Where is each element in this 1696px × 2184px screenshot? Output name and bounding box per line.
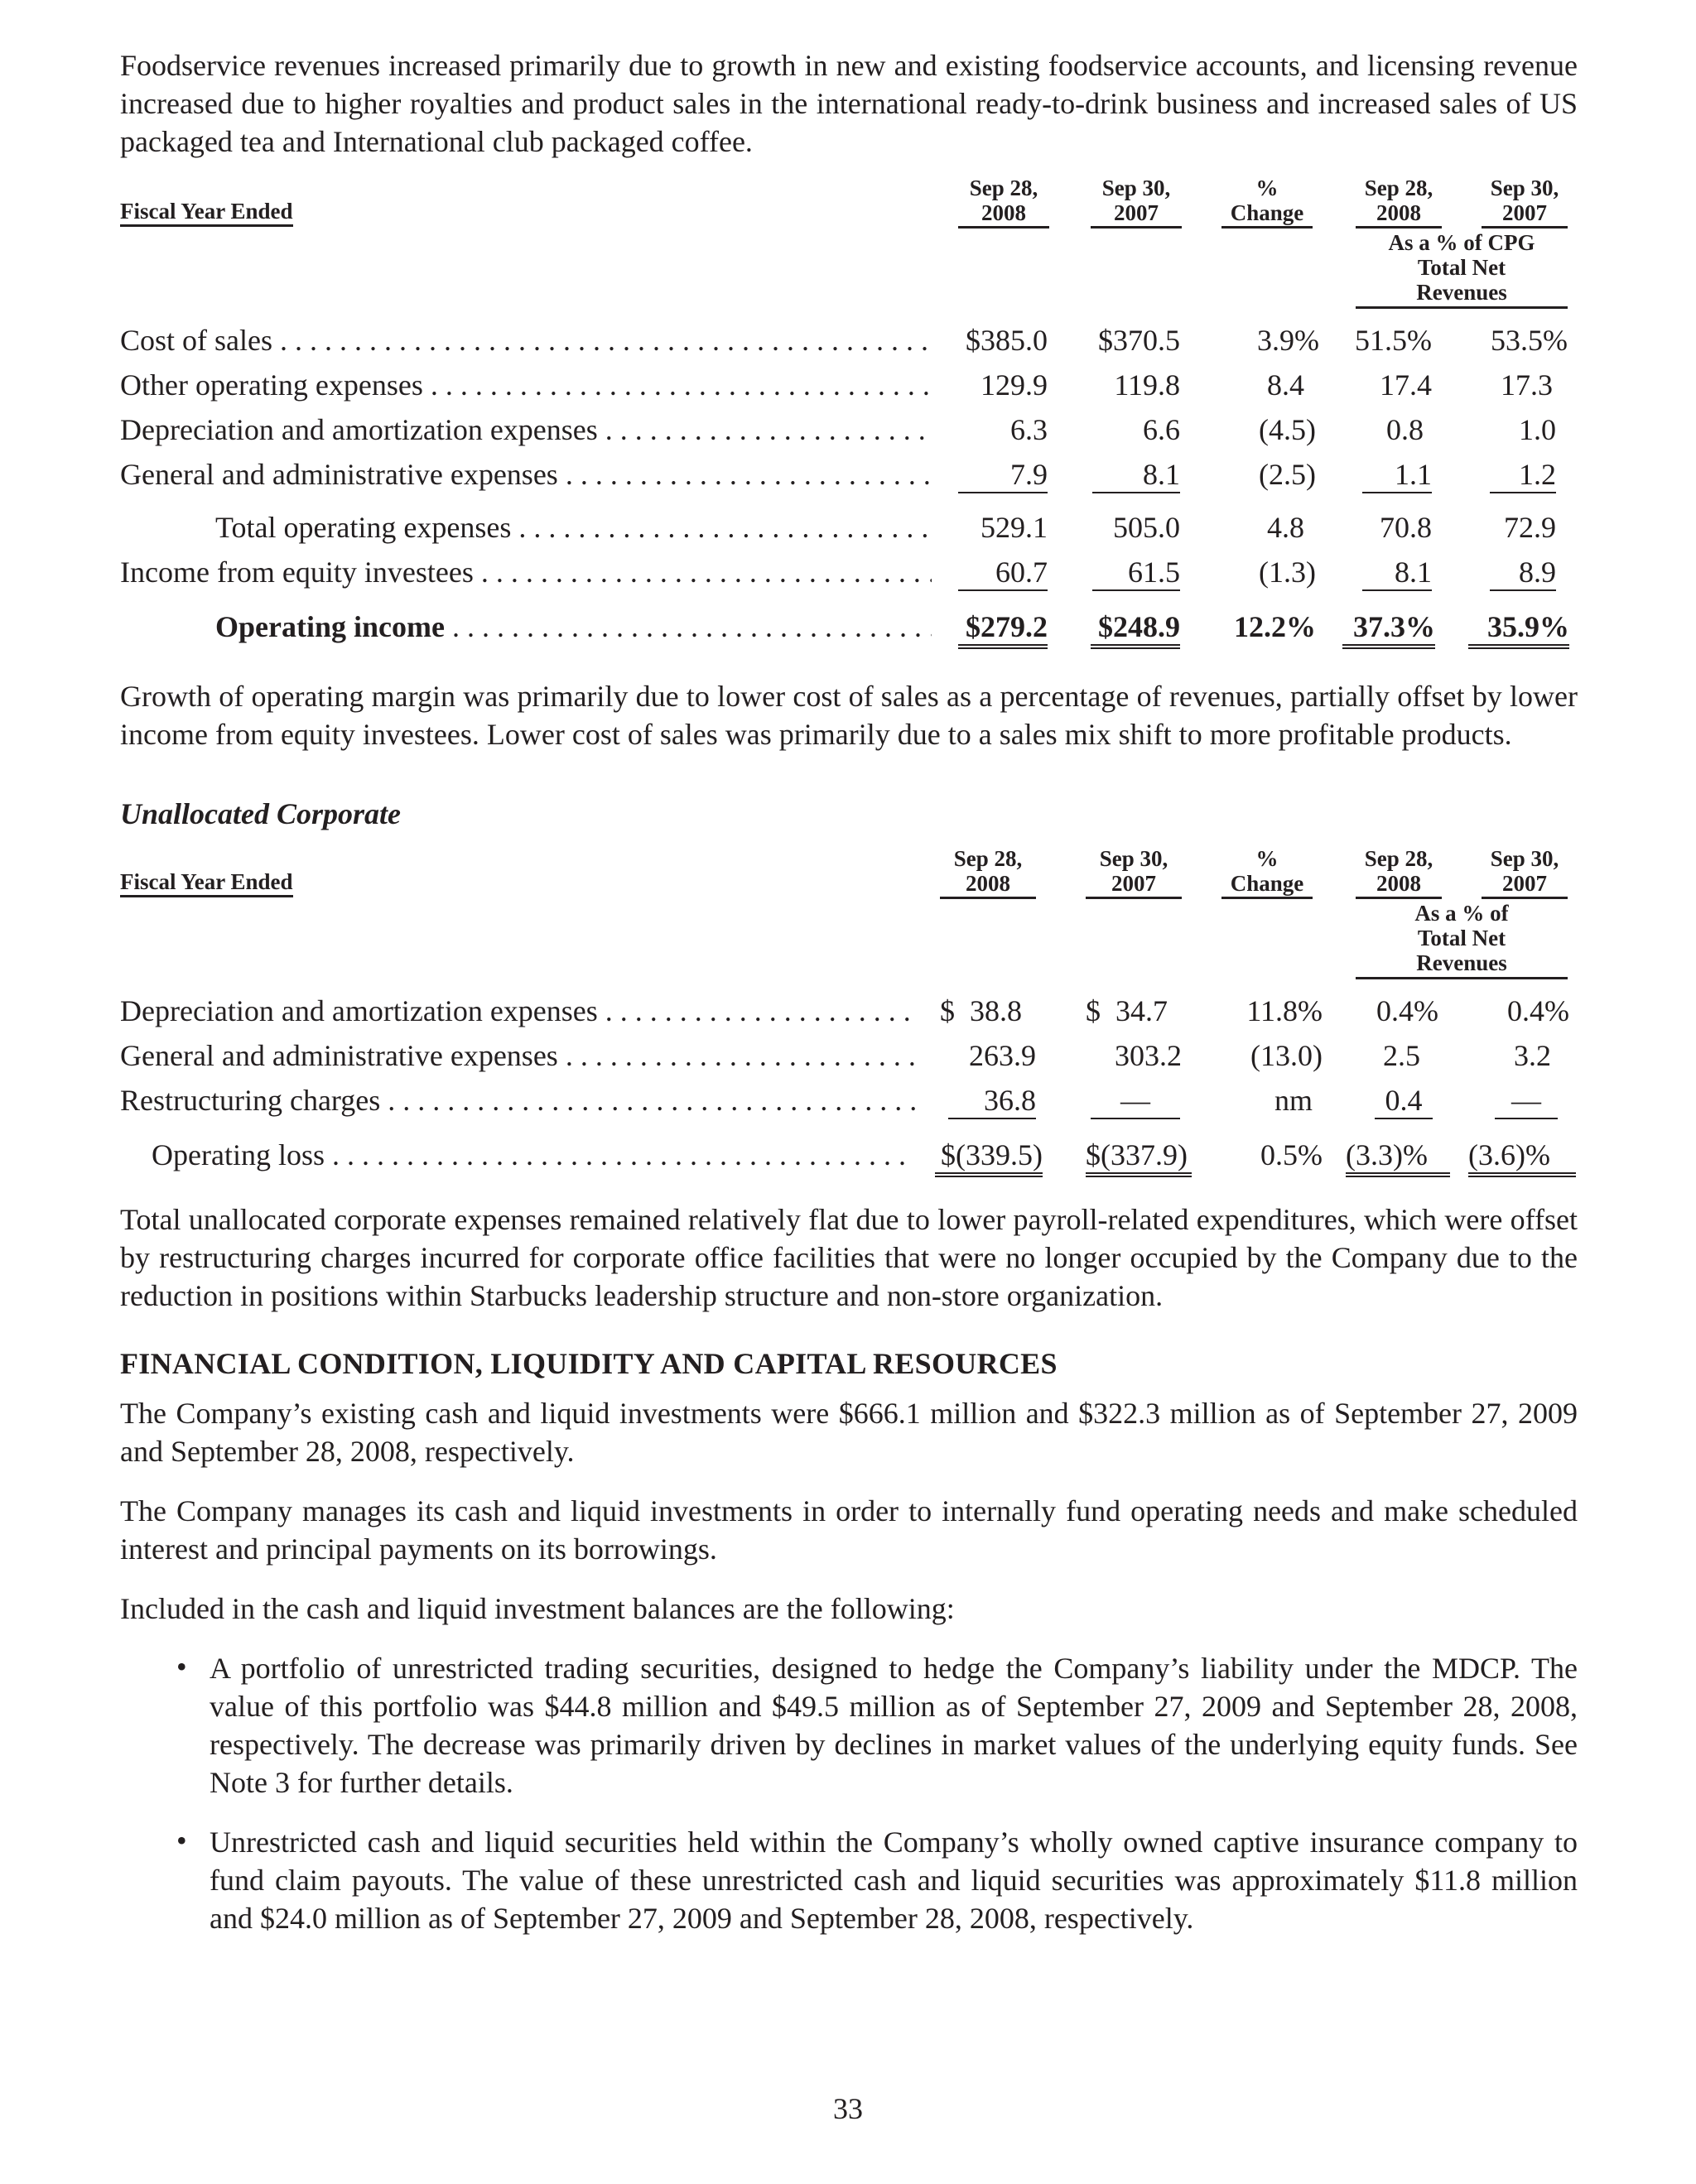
- table-row-total: [120, 604, 1611, 649]
- unallocated-heading: Unallocated Corporate: [120, 797, 401, 830]
- row-label: Depreciation and amortization expenses . . .: [120, 407, 932, 452]
- pct-of-revenue-caption: As a % of Total Net Revenues: [1356, 901, 1568, 979]
- cash-balances-list: [120, 1649, 1578, 1937]
- page-number: 33: [833, 2092, 863, 2125]
- row-value: 1.1: [1362, 452, 1432, 497]
- fiscal-year-label: Fiscal Year Ended: [120, 869, 293, 894]
- row-value: 0.4%: [1376, 994, 1438, 1027]
- manage-paragraph: The Company manages its cash and liquid investments in order to internally fund operating needs and make scheduled interest and principal payments on its borrowings.: [120, 1494, 1578, 1566]
- row-value: 1.2: [1490, 452, 1556, 497]
- row-value: $(339.5): [935, 1133, 1043, 1177]
- col-sep30-2007: Sep 30, 2007: [1091, 176, 1182, 229]
- row-value: 2.5: [1383, 1039, 1420, 1072]
- row-value: 3.9%: [1257, 324, 1319, 357]
- table-row-total: [120, 1133, 1611, 1177]
- row-value: 70.8: [1380, 511, 1432, 544]
- row-value: 35.9%: [1468, 604, 1569, 649]
- row-value: nm: [1274, 1084, 1313, 1117]
- row-value: 529.1: [980, 511, 1048, 544]
- corp-table-header: [120, 846, 1611, 989]
- document-page: [120, 46, 1578, 1937]
- cpg-table-header: [120, 176, 1611, 318]
- row-value: 6.6: [1143, 413, 1180, 446]
- row-value: (2.5): [1259, 458, 1316, 491]
- row-value: $(337.9): [1079, 1133, 1192, 1177]
- corp-table: [120, 846, 1611, 1177]
- col-pct-change: % Change: [1221, 846, 1313, 899]
- row-value: —: [1091, 1078, 1180, 1123]
- row-label: Depreciation and amortization expenses . . .: [120, 989, 915, 1033]
- table-row: [120, 550, 1611, 594]
- cash-paragraph: The Company’s existing cash and liquid investments were $666.1 million and $322.3 million as of September 27, 2009 and September 28, 2008, respectively.: [120, 1397, 1578, 1468]
- row-value: 8.1: [1362, 550, 1432, 594]
- row-value: $385.0: [966, 324, 1048, 357]
- row-value: 8.9: [1490, 550, 1556, 594]
- row-value: 6.3: [1010, 413, 1048, 446]
- row-value: 0.5%: [1260, 1138, 1323, 1171]
- row-value: 129.9: [980, 368, 1048, 402]
- col-pct-sep30-2007: Sep 30, 2007: [1482, 846, 1568, 899]
- pct-of-revenue-caption: As a % of CPG Total Net Revenues: [1356, 230, 1568, 309]
- financial-condition-heading: FINANCIAL CONDITION, LIQUIDITY AND CAPITAL RESOURCES: [120, 1347, 1058, 1380]
- cpg-paragraph: Growth of operating margin was primarily due to lower cost of sales as a percentage of revenues, partially offset by lower income from equity investees. Lower cost of sales was primarily due to a sales mix shift to more profitable products.: [120, 680, 1578, 751]
- row-value: (13.0): [1250, 1039, 1323, 1072]
- row-value: 37.3%: [1342, 604, 1435, 649]
- row-value: 17.3: [1501, 368, 1553, 402]
- table-row: [120, 363, 1611, 407]
- row-value: 263.9: [969, 1039, 1036, 1072]
- row-value: 60.7: [958, 550, 1048, 594]
- row-label: General and administrative expenses . . .: [120, 1033, 915, 1078]
- row-value: 4.8: [1267, 511, 1304, 544]
- row-value: 53.5%: [1491, 324, 1568, 357]
- table-row: [120, 989, 1611, 1033]
- row-label: Cost of sales . . .: [120, 318, 932, 363]
- row-value: —: [1495, 1078, 1558, 1123]
- col-sep28-2008: Sep 28, 2008: [940, 846, 1036, 899]
- corp-paragraph: Total unallocated corporate expenses remained relatively flat due to lower payroll-related expenditures, which were offset by restructuring charges incurred for corporate office facilities that were no longer occupied by the Company due to the reduction in positions within Starbucks leadership structure and non-store organization.: [120, 1203, 1578, 1312]
- table-row: [120, 452, 1611, 497]
- row-value: 0.8: [1386, 413, 1424, 446]
- col-pct-sep28-2008: Sep 28, 2008: [1356, 846, 1442, 899]
- row-value: 8.4: [1267, 368, 1304, 402]
- row-value: 11.8%: [1246, 994, 1323, 1027]
- row-value: 61.5: [1092, 550, 1180, 594]
- row-value: 51.5%: [1355, 324, 1432, 357]
- row-value: 505.0: [1113, 511, 1180, 544]
- fiscal-year-label: Fiscal Year Ended: [120, 199, 293, 224]
- included-paragraph: Included in the cash and liquid investment balances are the following:: [120, 1592, 955, 1625]
- row-label: General and administrative expenses . . .: [120, 452, 932, 497]
- row-value: (3.3)%: [1346, 1133, 1450, 1177]
- row-label: Operating loss . . .: [120, 1133, 915, 1177]
- table-row: [120, 505, 1611, 550]
- col-sep30-2007: Sep 30, 2007: [1086, 846, 1182, 899]
- row-value: 17.4: [1380, 368, 1432, 402]
- table-row: [120, 1078, 1611, 1123]
- table-row: [120, 1033, 1611, 1078]
- row-label: Total operating expenses . . .: [120, 505, 932, 550]
- row-value: $ 38.8: [940, 994, 1022, 1027]
- row-value: $370.5: [1098, 324, 1180, 357]
- row-value: 119.8: [1114, 368, 1180, 402]
- cpg-table: [120, 176, 1611, 649]
- col-pct-sep28-2008: Sep 28, 2008: [1356, 176, 1442, 229]
- col-pct-change: % Change: [1221, 176, 1313, 229]
- table-row: [120, 318, 1611, 363]
- row-value: 7.9: [958, 452, 1048, 497]
- row-value: 0.4: [1371, 1078, 1437, 1123]
- intro-paragraph: Foodservice revenues increased primarily due to growth in new and existing foodservice accounts, and licensing revenue increased due to higher royalties and product sales in the international ready-to-drink business and increased sales of US packaged tea and International club packaged coffee.: [120, 49, 1578, 158]
- row-value: 3.2: [1514, 1039, 1551, 1072]
- row-value: 0.4%: [1507, 994, 1569, 1027]
- row-value: 12.2%: [1234, 610, 1316, 643]
- row-label: Restructuring charges . . .: [120, 1078, 915, 1123]
- list-item: • A portfolio of unrestricted trading securities, designed to hedge the Company’s liability under the MDCP. The value of this portfolio was $44.8 million and $49.5 million as of September 27, 2009 and September 28, 2008, respectively. The decrease was primarily driven by declines in market values of the underlying equity funds. See Note 3 for further details.: [120, 1649, 1578, 1802]
- row-value: 1.0: [1519, 413, 1556, 446]
- col-pct-sep30-2007: Sep 30, 2007: [1482, 176, 1568, 229]
- row-label: Other operating expenses . . .: [120, 363, 932, 407]
- table-row: [120, 407, 1611, 452]
- row-label: Operating income . . .: [120, 604, 932, 649]
- row-value: $ 34.7: [1086, 994, 1168, 1027]
- row-value: (3.6)%: [1468, 1133, 1576, 1177]
- row-value: $279.2: [958, 604, 1048, 649]
- row-value: 303.2: [1115, 1039, 1182, 1072]
- row-value: 36.8: [948, 1078, 1036, 1123]
- list-item: • Unrestricted cash and liquid securities held within the Company’s wholly owned captive insurance company to fund claim payouts. The value of these unrestricted cash and liquid securities was approximately $11.8 million and $24.0 million as of September 27, 2009 and September 28, 2008, respectively.: [120, 1823, 1578, 1937]
- row-value: 72.9: [1504, 511, 1556, 544]
- row-value: 8.1: [1092, 452, 1180, 497]
- row-value: (4.5): [1259, 413, 1316, 446]
- row-label: Income from equity investees . . .: [120, 550, 932, 594]
- row-value: $248.9: [1091, 604, 1180, 649]
- col-sep28-2008: Sep 28, 2008: [958, 176, 1049, 229]
- row-value: (1.3): [1259, 556, 1316, 589]
